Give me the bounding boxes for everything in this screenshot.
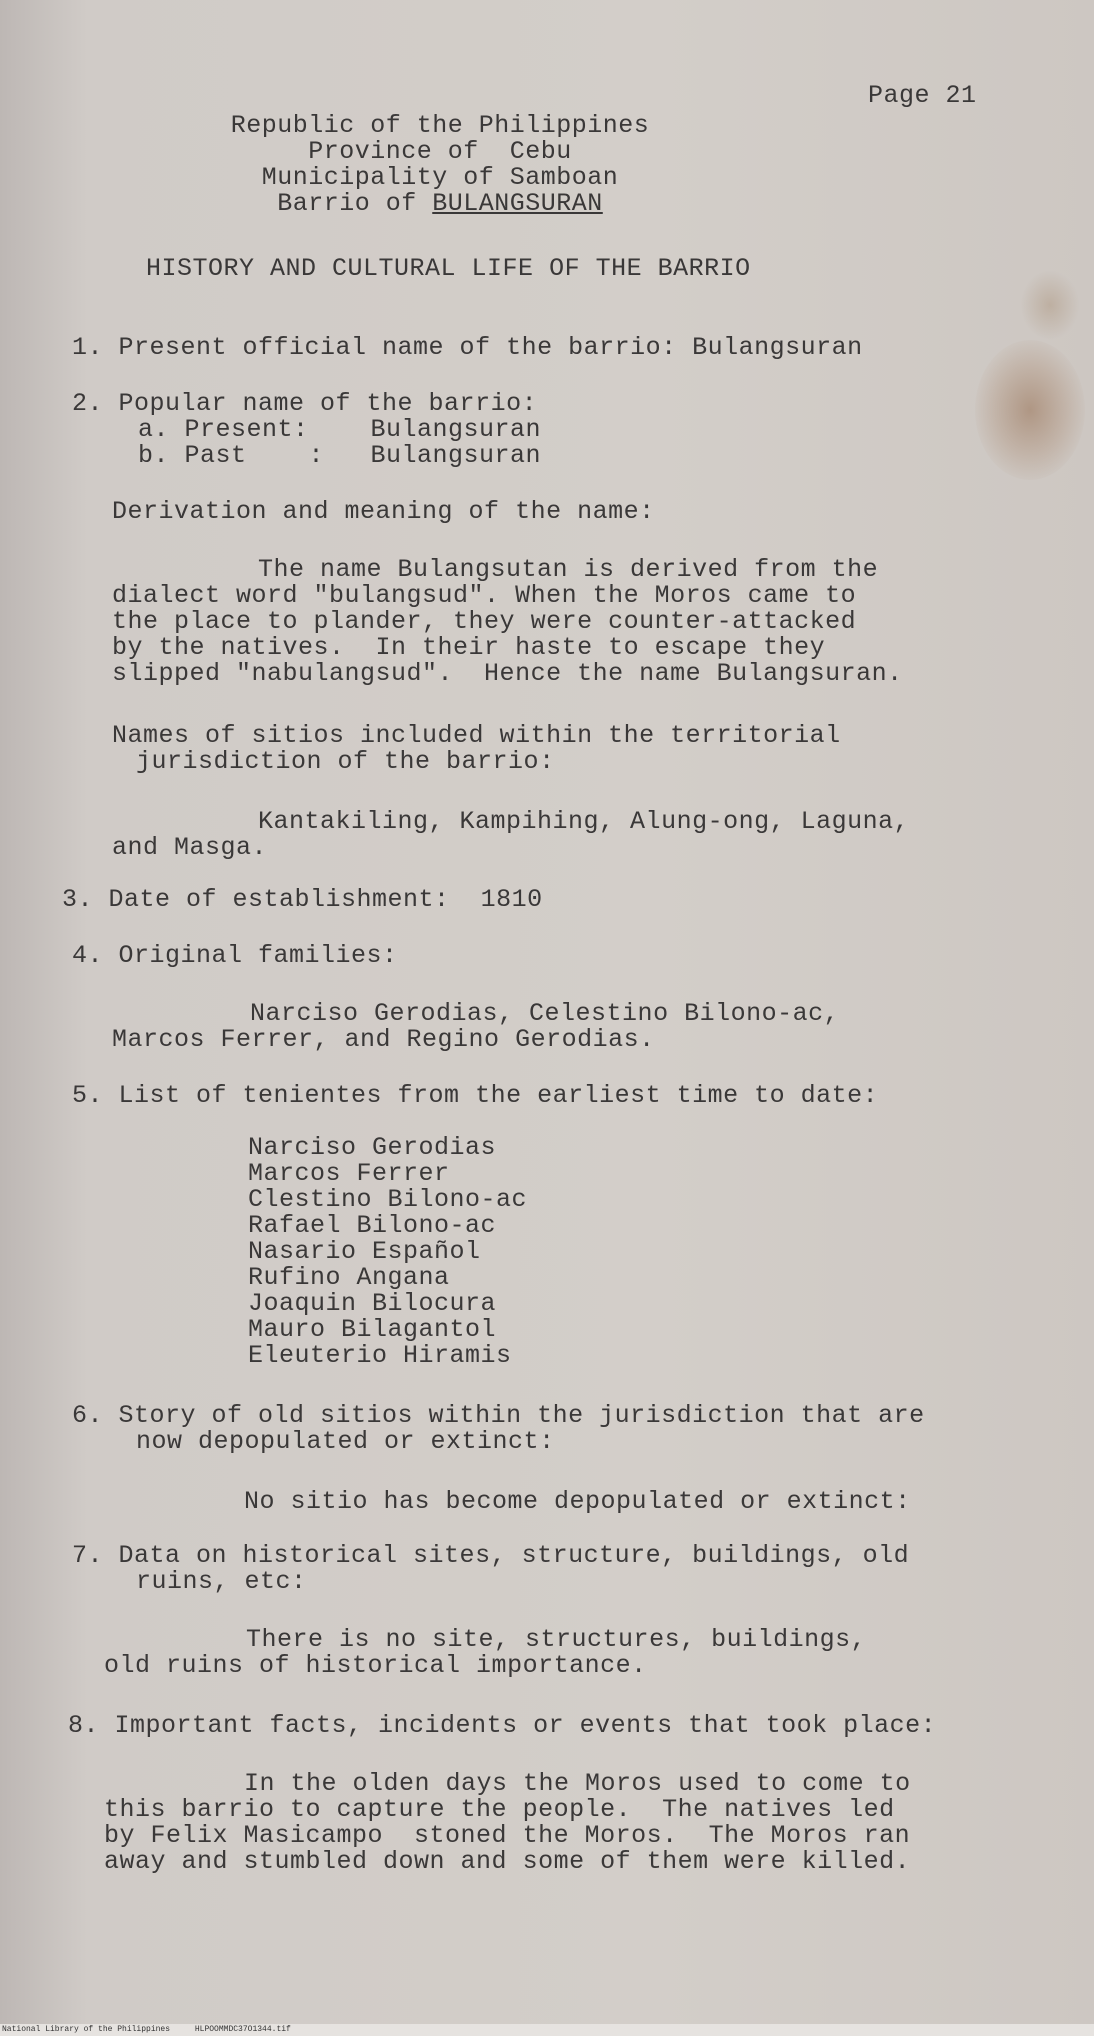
- item-5: 5. List of tenientes from the earliest time to date:: [72, 1081, 879, 1110]
- sitios-label: Names of sitios included within the territorial: [112, 721, 841, 750]
- water-stain: [975, 340, 1085, 480]
- header-barrio-prefix: Barrio of: [277, 189, 433, 218]
- families-line: Marcos Ferrer, and Regino Gerodias.: [112, 1025, 655, 1054]
- teniente-item: Mauro Bilagantol: [248, 1315, 497, 1344]
- water-stain-small: [1020, 270, 1080, 340]
- item-8-answer: this barrio to capture the people. The natives led: [104, 1795, 895, 1824]
- families-line: Narciso Gerodias, Celestino Bilono-ac,: [250, 999, 840, 1028]
- item-7: 7. Data on historical sites, structure, buildings, old: [72, 1541, 910, 1570]
- item-6-cont: now depopulated or extinct:: [136, 1427, 555, 1456]
- teniente-item: Rafael Bilono-ac: [248, 1211, 497, 1240]
- teniente-item: Clestino Bilono-ac: [248, 1185, 528, 1214]
- teniente-item: Narciso Gerodias: [248, 1133, 497, 1162]
- derivation-line: The name Bulangsutan is derived from the: [258, 555, 879, 584]
- derivation-line: slipped "nabulangsud". Hence the name Bulangsuran.: [112, 659, 903, 688]
- footer-file: HLPOOMMDC37O1344.tif: [194, 2025, 291, 2034]
- footer-source: National Library of the Philippines: [2, 2025, 171, 2034]
- teniente-item: Marcos Ferrer: [248, 1159, 450, 1188]
- item-8-answer: In the olden days the Moros used to come to: [244, 1769, 911, 1798]
- derivation-line: by the natives. In their haste to escape they: [112, 633, 826, 662]
- page-number: Page 21: [868, 81, 977, 110]
- item-8-answer: away and stumbled down and some of them were killed.: [104, 1847, 911, 1876]
- header-municipality: Municipality of Samboan: [261, 163, 619, 192]
- sitios-line: and Masga.: [112, 833, 268, 862]
- item-7-cont: ruins, etc:: [136, 1567, 307, 1596]
- item-6-answer: No sitio has become depopulated or extinct:: [244, 1487, 911, 1516]
- item-2: 2. Popular name of the barrio:: [72, 389, 538, 418]
- item-7-answer: old ruins of historical importance.: [104, 1651, 647, 1680]
- item-6: 6. Story of old sitios within the jurisdiction that are: [72, 1401, 925, 1430]
- sitios-label: jurisdiction of the barrio:: [136, 747, 555, 776]
- scan-footer: [0, 2024, 1094, 2036]
- document-title: HISTORY AND CULTURAL LIFE OF THE BARRIO: [146, 254, 751, 283]
- header-barrio-name: BULANGSURAN: [432, 189, 603, 218]
- header-province: Province of Cebu: [308, 137, 572, 166]
- item-8-answer: by Felix Masicampo stoned the Moros. The Moros ran: [104, 1821, 911, 1850]
- item-1: 1. Present official name of the barrio: Bulangsuran: [72, 333, 863, 362]
- teniente-item: Nasario Español: [248, 1237, 481, 1266]
- item-4: 4. Original families:: [72, 941, 398, 970]
- derivation-label: Derivation and meaning of the name:: [112, 497, 655, 526]
- item-8: 8. Important facts, incidents or events that took place:: [68, 1711, 937, 1740]
- teniente-item: Joaquin Bilocura: [248, 1289, 497, 1318]
- derivation-line: the place to plander, they were counter-attacked: [112, 607, 857, 636]
- teniente-item: Rufino Angana: [248, 1263, 450, 1292]
- header-republic: Republic of the Philippines: [230, 111, 650, 140]
- item-7-answer: There is no site, structures, buildings,: [246, 1625, 867, 1654]
- derivation-line: dialect word "bulangsud". When the Moros came to: [112, 581, 857, 610]
- header-barrio: [180, 190, 700, 218]
- teniente-item: Eleuterio Hiramis: [248, 1341, 512, 1370]
- item-2a: a. Present: Bulangsuran: [138, 415, 542, 444]
- item-2b: b. Past : Bulangsuran: [138, 441, 542, 470]
- sitios-line: Kantakiling, Kampihing, Alung-ong, Laguna,: [258, 807, 910, 836]
- item-3: 3. Date of establishment: 1810: [62, 885, 543, 914]
